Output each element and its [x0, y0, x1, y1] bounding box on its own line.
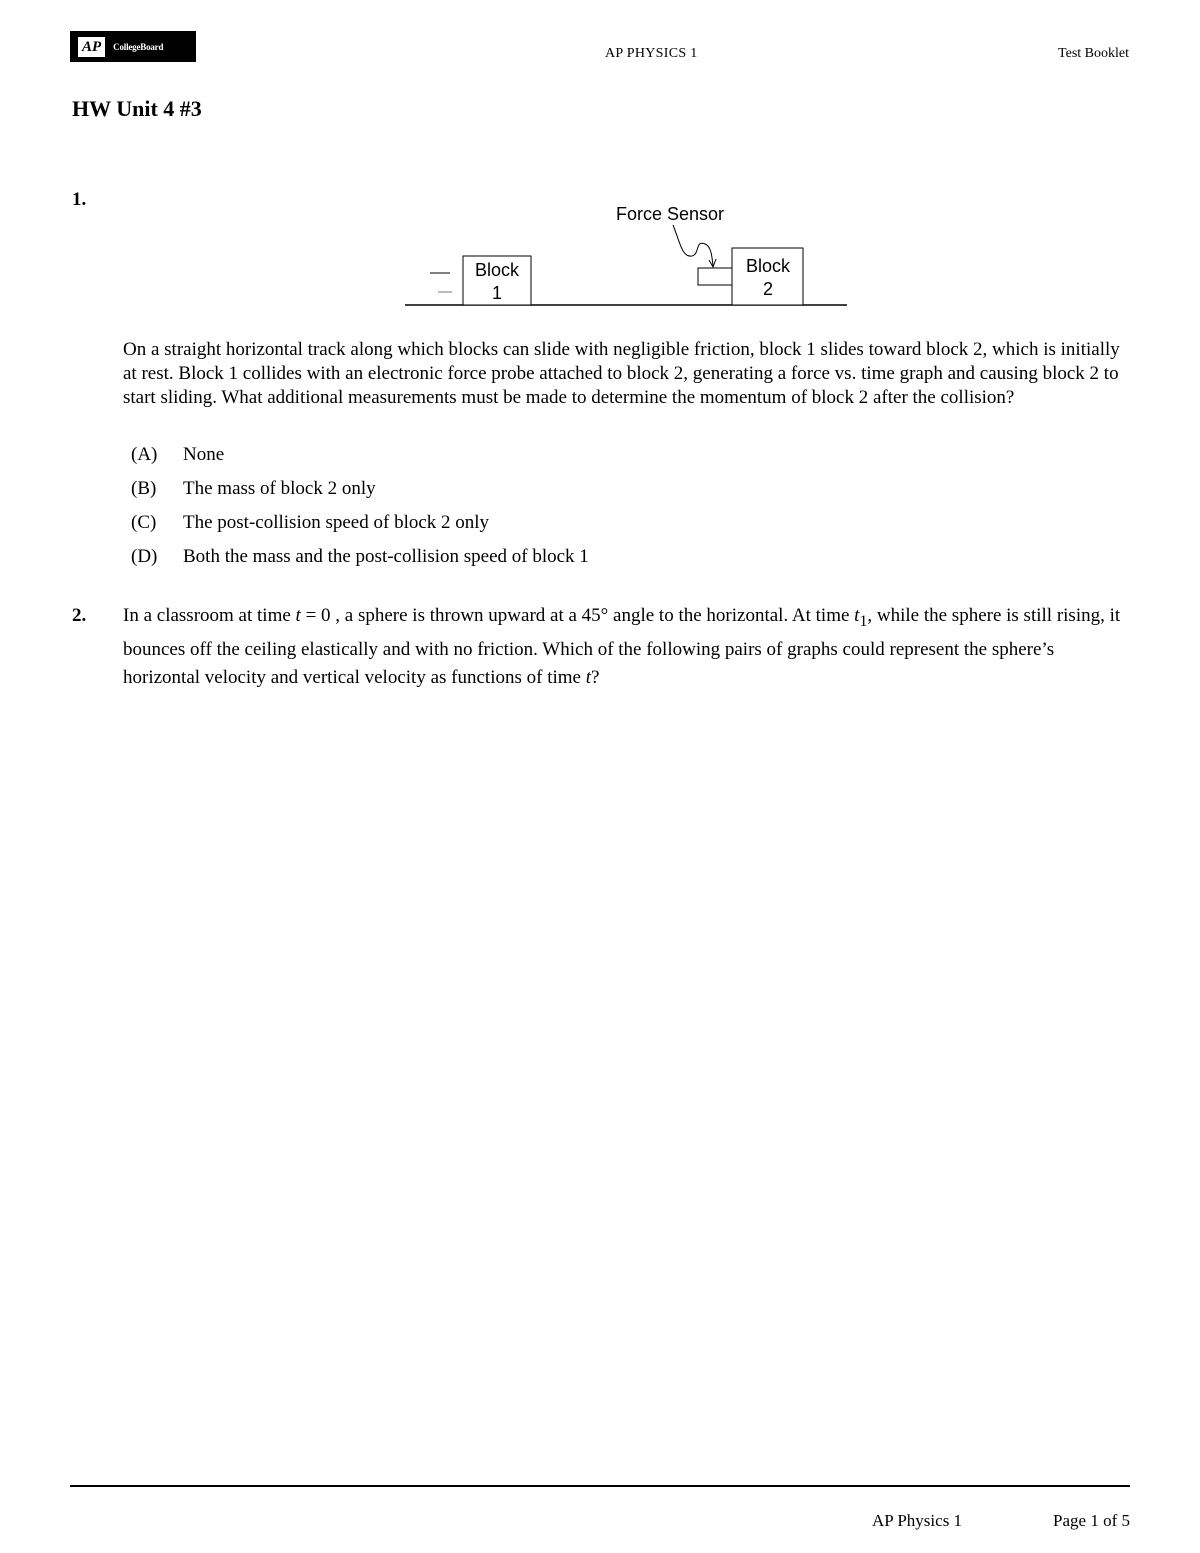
choice-b — [131, 478, 376, 500]
question-2-text — [123, 602, 1123, 692]
choice-d-label: (D) — [131, 546, 158, 567]
choice-c-text: The post-collision speed of block 2 only — [183, 512, 490, 533]
footer-divider — [70, 1485, 1130, 1487]
block-2-number: 2 — [762, 279, 774, 299]
block-1-label: Block — [474, 260, 520, 280]
q2-var-t1: t — [854, 605, 860, 626]
choice-c-label: (C) — [131, 512, 157, 533]
q2-var-t2: t — [585, 666, 591, 688]
header-booklet: Test Booklet — [1058, 46, 1129, 61]
header-subject: AP PHYSICS 1 — [605, 46, 698, 61]
q2-text-part-3: , while the sphere is still rising, it bounces off the ceiling elastically and with no friction. Which of the following pairs of graphs could represent the sphere’s horizontal velocity and vertical velocity as functions of time — [123, 605, 1121, 688]
logo-collegeboard-text: CollegeBoard — [113, 41, 164, 52]
logo-ap-text: AP — [78, 37, 105, 57]
sensor-pointer-curve — [673, 225, 713, 266]
choice-d-text: Both the mass and the post-collision speed of block 1 — [183, 546, 589, 567]
choice-b-text: The mass of block 2 only — [183, 478, 376, 499]
q2-text-part-2: = 0 , a sphere is thrown upward at a 45° angle to the horizontal. At time — [300, 605, 855, 626]
q2-subscript-1: 1 — [859, 612, 868, 630]
page-title: HW Unit 4 #3 — [72, 96, 202, 121]
block-1-number: 1 — [491, 283, 503, 303]
footer-course: AP Physics 1 — [872, 1511, 963, 1530]
blocks-force-sensor-diagram — [400, 200, 860, 315]
choice-b-label: (B) — [131, 478, 157, 499]
choice-a — [131, 444, 224, 466]
choice-d — [131, 546, 589, 568]
choice-a-text: None — [183, 444, 225, 465]
q2-text-part-4: ? — [591, 666, 600, 688]
ap-collegeboard-logo — [70, 31, 196, 62]
q2-text-part-1: In a classroom at time — [123, 605, 296, 626]
question-1-text: On a straight horizontal track along which blocks can slide with negligible friction, block 1 slides toward block 2, which is initially at rest. Block 1 collides with an electronic force probe attached to block 2, generating a force vs. time graph and causing block 2 to start sliding. What additional measurements must be made to determine the momentum of block 2 after the collision? — [123, 339, 1120, 408]
q2-var-t: t — [295, 605, 301, 626]
question-1-number: 1. — [72, 189, 87, 210]
question-2-number: 2. — [72, 605, 87, 626]
block-2-label: Block — [745, 256, 791, 276]
choice-a-label: (A) — [131, 444, 158, 465]
force-sensor-label: Force Sensor — [615, 204, 725, 224]
force-sensor-probe — [698, 268, 732, 285]
choice-c — [131, 512, 489, 534]
footer-page-number: Page 1 of 5 — [1053, 1511, 1130, 1530]
